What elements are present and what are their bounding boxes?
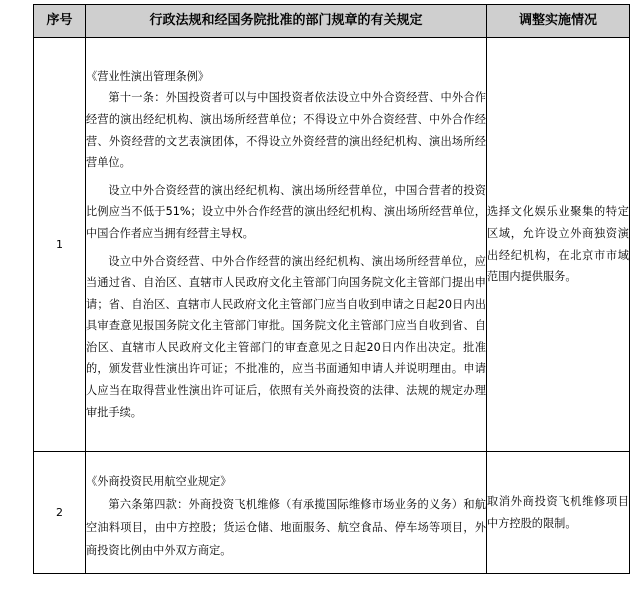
table-row (34, 452, 630, 574)
regulation-paragraph: 第六条第四款：外商投资飞机维修（有承揽国际维修市场业务的义务）和航空油料项目，由中方控股；货运仓储、地面服务、航空食品、停车场等项目，外商投资比例由中外双方商定。 (86, 497, 486, 557)
regulation-paragraph: 设立中外合资经营、中外合作经营的演出经纪机构、演出场所经营单位，应当通过省、自治区、直辖市人民政府文化主管部门向国务院文化主管部门提出申请；省、自治区、直辖市人民政府文化主管部门应当自收到申请之日起20日内出具审查意见报国务院文化主管部门审批。国务院文化主管部门应当自收到省、自治区、直辖市人民政府文化主管部门的审查意见之日起20日内作出决定。批准的，颁发营业性演出许可证；不批准的，应当书面通知申请人并说明理由。申请人应当在取得营业性演出许可证后，依照有关外商投资的法律、法规的规定办理审批手续。 (86, 254, 486, 419)
regulation-paragraph: 第十一条：外国投资者可以与中国投资者依法设立中外合资经营、中外合作经营的演出经纪机构、演出场所经营单位；不得设立中外合资经营、中外合作经营、外资经营的文艺表演团体，不得设立外资经营的演出经纪机构、演出场所经营单位。 (86, 91, 486, 170)
law-title: 《外商投资民用航空业规定》 (86, 474, 232, 488)
header-adjustment: 调整实施情况 (487, 5, 630, 38)
header-regulation: 行政法规和经国务院批准的部门规章的有关规定 (86, 5, 487, 38)
regulation-cell (86, 452, 487, 574)
row-index: 2 (34, 452, 86, 574)
law-title: 《营业性演出管理条例》 (86, 69, 210, 83)
adjustment-cell: 取消外商投资飞机维修项目中方控股的限制。 (487, 452, 630, 574)
row-index: 1 (34, 38, 86, 452)
table-header-row (34, 5, 630, 38)
regulation-table (33, 4, 630, 574)
header-index: 序号 (34, 5, 86, 38)
table-row (34, 38, 630, 452)
regulation-cell (86, 38, 487, 452)
adjustment-cell: 选择文化娱乐业聚集的特定区域，允许设立外商独资演出经纪机构，在北京市市域范围内提供服务。 (487, 38, 630, 452)
regulation-paragraph: 设立中外合资经营的演出经纪机构、演出场所经营单位，中国合营者的投资比例应当不低于51%；设立中外合作经营的演出经纪机构、演出场所经营单位，中国合作者应当拥有经营主导权。 (86, 183, 486, 240)
